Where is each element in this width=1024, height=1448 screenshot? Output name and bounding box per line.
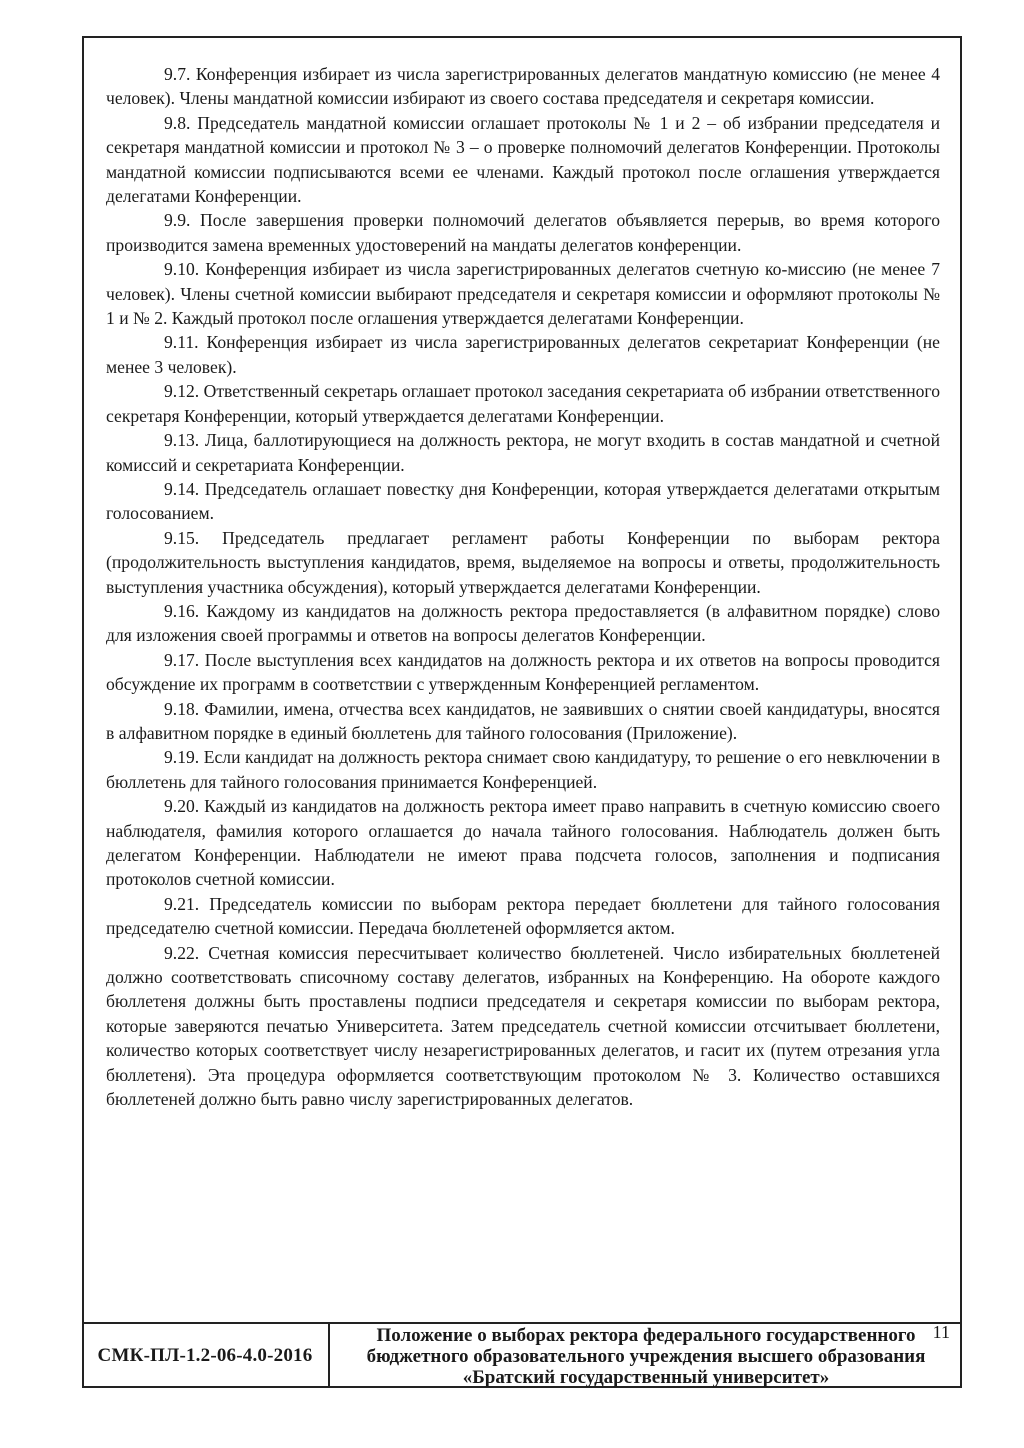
document-title-line-2: бюджетного образовательного учреждения высшего образования (366, 1345, 926, 1367)
document-title-line-3: «Братский государственный университет» (462, 1366, 830, 1388)
paragraph-9-7: 9.7. Конференция избирает из числа зарегистрированных делегатов мандатную комиссию (не менее 4 человек). Члены мандатной комиссии избирают из своего состава председателя и секретаря комиссии. (106, 64, 940, 109)
document-title (330, 1324, 962, 1388)
paragraph-9-17: 9.17. После выступления всех кандидатов на должность ректора и их ответов на вопросы проводится обсуждение их программ в соответствии с утвержденным Конференцией регламентом. (106, 649, 940, 695)
page-number: 11 (932, 1322, 950, 1342)
paragraph-9-16: 9.16. Каждому из кандидатов на должность ректора предоставляется (в алфавитном порядке) слово для изложения своей программы и ответов на вопросы делегатов Конференции. (106, 600, 940, 646)
paragraph-9-8: 9.8. Председатель мандатной комиссии оглашает протоколы № 1 и 2 – об избрании председателя и секретаря мандатной комиссии и протокол № 3 – о проверке полномочий делегатов Конференции. Протоколы мандатной комиссии подписываются всеми ее членами. Каждый протокол после оглашения утверждается делегатами Конференции. (106, 112, 940, 207)
document-footer (82, 1322, 962, 1388)
paragraph-9-11: 9.11. Конференция избирает из числа зарегистрированных делегатов секретариат Конференции (не менее 3 человек). (106, 332, 940, 377)
paragraph-9-20: 9.20. Каждый из кандидатов на должность ректора имеет право направить в счетную комиссию своего наблюдателя, фамилия которого оглашается до начала тайного голосования. Наблюдатель должен быть делегатом Конференции. Наблюдатели не имеют права подсчета голосов, заполнения и подписания протоколов счетной комиссии. (106, 796, 940, 890)
paragraph-9-12: 9.12. Ответственный секретарь оглашает протокол заседания секретариата об избрании ответственного секретаря Конференции, который утверждается делегатами Конференции. (106, 381, 940, 426)
paragraph-9-21: 9.21. Председатель комиссии по выборам ректора передает бюллетени для тайного голосования председателю счетной комиссии. Передача бюллетеней оформляется актом. (106, 893, 940, 939)
paragraph-9-10: 9.10. Конференция избирает из числа зарегистрированных делегатов счетную ко-миссию (не менее 7 человек). Члены счетной комиссии выбирают председателя и секретаря комиссии и оформляют протоколы № 1 и № 2. Каждый протокол после оглашения утверждается делегатами Конференции. (106, 259, 940, 329)
paragraph-9-22: 9.22. Счетная комиссия пересчитывает количество бюллетеней. Число избирательных бюллетеней должно соответствовать списочному составу делегатов, избранных на Конференцию. На обороте каждого бюллетеня должны быть проставлены подписи председателя и секретаря комиссии по выборам ректора, которые заверяются печатью Университета. Затем председатель счетной комиссии отсчитывает бюллетени, количество которых соответствует числу незарегистрированных делегатов, и гасит их (путем отрезания угла бюллетеня). Эта процедура оформляется соответствующим протоколом № 3. Количество оставшихся бюллетеней должно быть равно числу зарегистрированных делегатов. (106, 942, 940, 1110)
paragraph-9-14: 9.14. Председатель оглашает повестку дня Конференции, которая утверждается делегатами открытым голосованием. (106, 478, 940, 524)
document-title-line-1: Положение о выборах ректора федерального государственного (376, 1324, 916, 1346)
paragraph-9-18: 9.18. Фамилии, имена, отчества всех кандидатов, не заявивших о снятии своей кандидатуры, вносятся в алфавитном порядке в единый бюллетень для тайного голосования (Приложение). (106, 698, 940, 743)
paragraph-9-19: 9.19. Если кандидат на должность ректора снимает свою кандидатуру, то решение о его невключении в бюллетень для тайного голосования принимается Конференцией. (106, 747, 940, 792)
paragraph-9-15: 9.15. Председатель предлагает регламент работы Конференции по выборам ректора (продолжительность выступления кандидатов, время, выделяемое на вопросы и ответы, продолжительность выступления участника обсуждения), который утверждается делегатами Конференции. (106, 527, 940, 597)
document-body (106, 62, 940, 1111)
paragraph-9-13: 9.13. Лица, баллотирующиеся на должность ректора, не могут входить в состав мандатной и счетной комиссий и секретариата Конференции. (106, 430, 940, 475)
paragraph-9-9: 9.9. После завершения проверки полномочий делегатов объявляется перерыв, во время которого производится замена временных удостоверений на мандаты делегатов конференции. (106, 210, 940, 255)
document-code: СМК-ПЛ-1.2-06-4.0-2016 (82, 1324, 330, 1388)
